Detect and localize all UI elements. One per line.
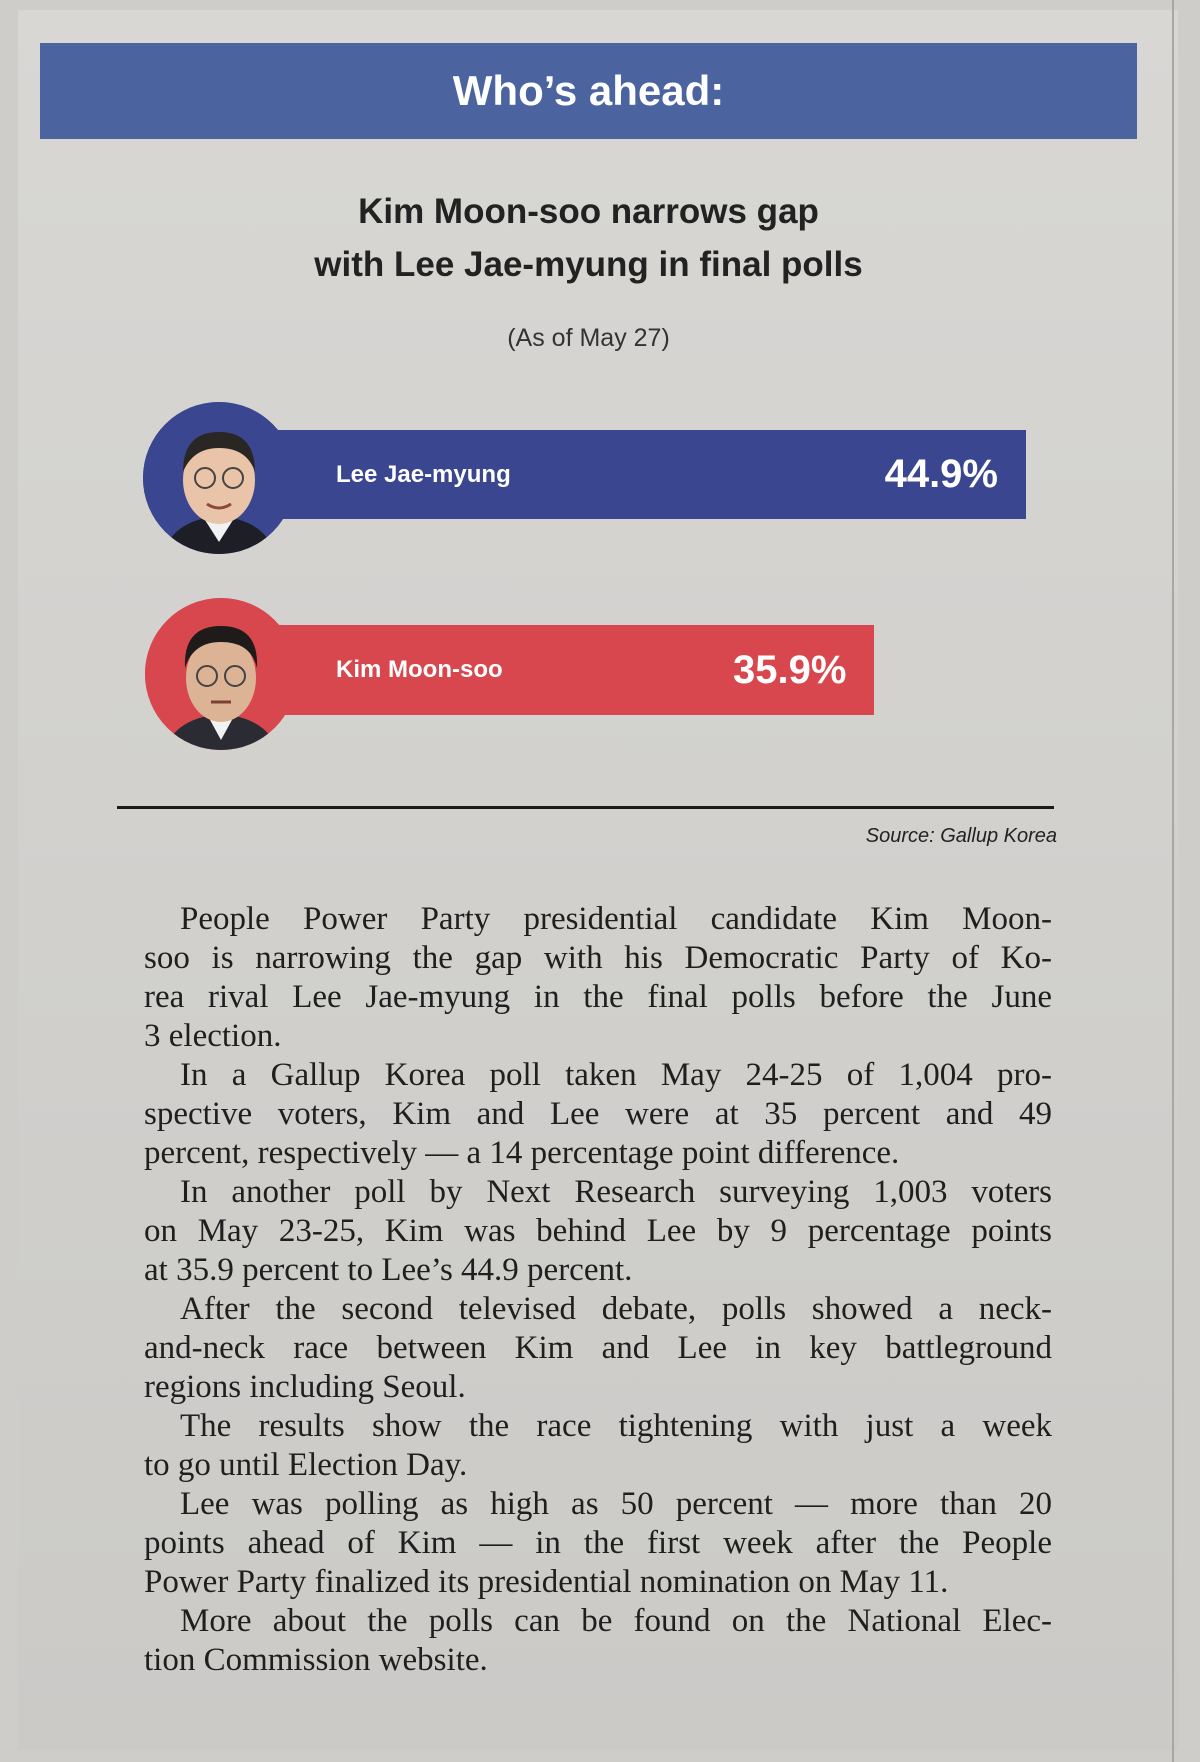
bar-value-kim: 35.9% (733, 647, 847, 692)
bar-value-lee: 44.9% (884, 452, 998, 496)
article-line: rea rival Lee Jae-myung in the final polls before the June (144, 979, 1052, 1015)
article-line: regions including Seoul. (144, 1369, 466, 1405)
article-line: After the second televised debate, polls showed a neck- (180, 1291, 1052, 1327)
kim-portrait (145, 598, 297, 750)
headline-line-1: Kim Moon-soo narrows gap (358, 192, 819, 231)
bar-label-kim: Kim Moon-soo (336, 656, 503, 683)
article-line: points ahead of Kim — in the first week after the People (144, 1525, 1052, 1561)
article-line: In a Gallup Korea poll taken May 24-25 of 1,004 pro- (180, 1057, 1052, 1093)
article-body (144, 900, 1052, 1680)
article-line: at 35.9 percent to Lee’s 44.9 percent. (144, 1252, 633, 1288)
article-line: and-neck race between Kim and Lee in key battleground (144, 1330, 1052, 1366)
article-line: Power Party finalized its presidential nomination on May 11. (144, 1564, 949, 1600)
article-line: In another poll by Next Research surveying 1,003 voters (180, 1174, 1052, 1210)
article-line: to go until Election Day. (144, 1447, 468, 1483)
article-line: People Power Party presidential candidate Kim Moon- (180, 901, 1052, 937)
headline-line-2: with Lee Jae-myung in final polls (314, 245, 863, 284)
bar-label-lee: Lee Jae-myung (336, 460, 511, 488)
section-banner (40, 43, 1137, 139)
article-line: soo is narrowing the gap with his Democratic Party of Ko- (144, 940, 1052, 976)
article-line: The results show the race tightening with just a week (180, 1408, 1052, 1444)
article-line: 3 election. (144, 1018, 282, 1054)
article-line: percent, respectively — a 14 percentage point difference. (144, 1135, 900, 1171)
article-line: More about the polls can be found on the National Elec- (180, 1603, 1052, 1639)
article-line: Lee was polling as high as 50 percent — more than 20 (180, 1486, 1052, 1522)
chart-source: Source: Gallup Korea (865, 825, 1057, 847)
article-line: tion Commission website. (144, 1642, 488, 1678)
banner-title: Who’s ahead: (452, 67, 725, 114)
article-line: spective voters, Kim and Lee were at 35 percent and 49 (144, 1096, 1052, 1132)
divider-rule (117, 806, 1054, 809)
bar-lee-jae-myung (270, 430, 1026, 519)
lee-portrait (143, 402, 295, 554)
bar-kim-moon-soo (270, 625, 874, 715)
chart-date: (As of May 27) (507, 324, 670, 352)
article-line: on May 23-25, Kim was behind Lee by 9 percentage points (144, 1213, 1052, 1249)
page-edge (1172, 0, 1174, 1762)
